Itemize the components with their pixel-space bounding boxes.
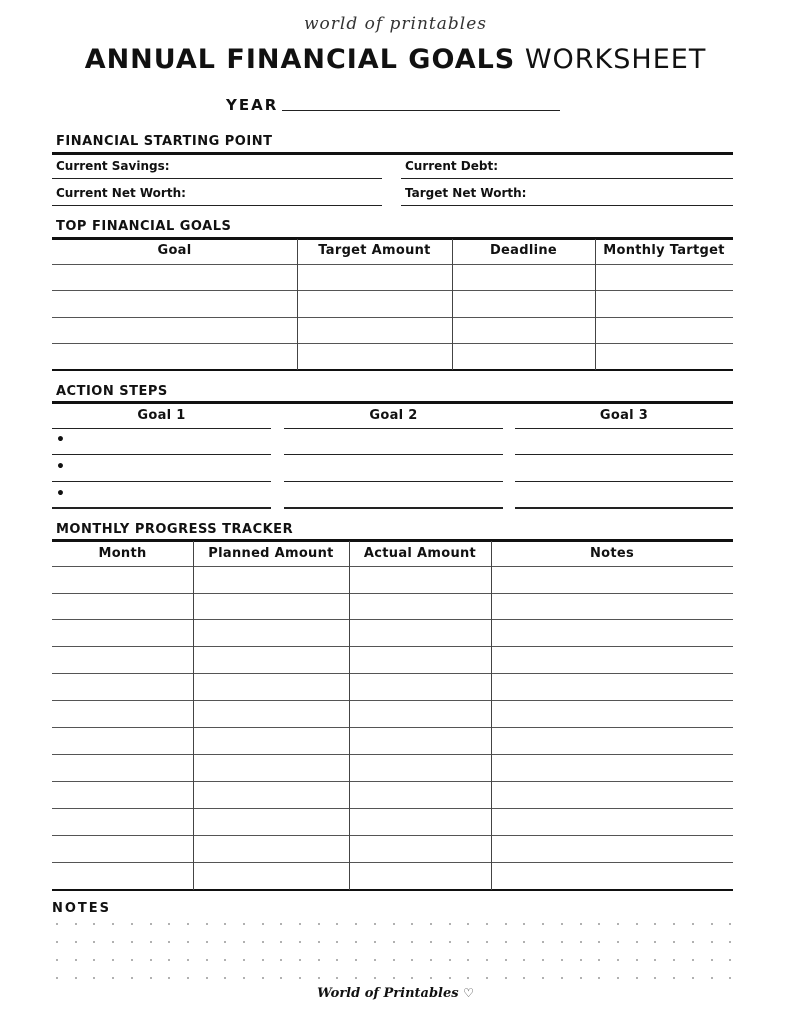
- heart-icon: ♡: [463, 986, 474, 1000]
- grid-dot: [467, 923, 469, 925]
- grid-dot: [280, 941, 282, 943]
- grid-dot: [318, 941, 320, 943]
- action-line: [515, 428, 733, 429]
- grid-dot: [206, 941, 208, 943]
- current-debt-line[interactable]: [401, 178, 733, 179]
- grid-dot: [430, 941, 432, 943]
- grid-dot: [318, 923, 320, 925]
- grid-dot: [355, 977, 357, 979]
- grid-dot: [131, 923, 133, 925]
- grid-dot: [75, 923, 77, 925]
- grid-dot: [580, 959, 582, 961]
- grid-dot: [542, 977, 544, 979]
- action-line[interactable]: [52, 507, 271, 509]
- grid-dot: [411, 959, 413, 961]
- grid-dot: [580, 941, 582, 943]
- grid-dot: [580, 923, 582, 925]
- grid-dot: [187, 923, 189, 925]
- grid-dot: [187, 977, 189, 979]
- grid-dot: [318, 977, 320, 979]
- grid-dot: [598, 923, 600, 925]
- grid-dot: [187, 959, 189, 961]
- bullet-icon: •: [56, 486, 65, 502]
- target-net-worth-label: Target Net Worth:: [405, 186, 527, 200]
- grid-dot: [168, 959, 170, 961]
- grid-dot: [299, 959, 301, 961]
- column-divider: [349, 541, 350, 890]
- grid-dot: [523, 923, 525, 925]
- bullet-icon: •: [56, 432, 65, 448]
- current-net-worth-label: Current Net Worth:: [56, 186, 186, 200]
- grid-dot: [224, 977, 226, 979]
- goals-header-deadline: Deadline: [489, 243, 558, 258]
- grid-dot: [336, 941, 338, 943]
- grid-dot: [131, 941, 133, 943]
- grid-dot: [355, 923, 357, 925]
- grid-dot: [636, 959, 638, 961]
- grid-dot: [692, 959, 694, 961]
- grid-dot: [299, 977, 301, 979]
- column-divider: [452, 239, 453, 370]
- grid-dot: [150, 941, 152, 943]
- column-divider: [193, 541, 194, 890]
- grid-dot: [561, 923, 563, 925]
- grid-dot: [56, 959, 58, 961]
- grid-dot: [711, 977, 713, 979]
- grid-dot: [636, 923, 638, 925]
- title-light: WORKSHEET: [524, 44, 707, 75]
- target-net-worth-line[interactable]: [401, 205, 733, 206]
- grid-dot: [561, 941, 563, 943]
- grid-dot: [449, 977, 451, 979]
- tracker-header-month: Month: [98, 546, 147, 561]
- grid-dot: [206, 923, 208, 925]
- grid-dot: [374, 959, 376, 961]
- grid-dot: [75, 959, 77, 961]
- action-line[interactable]: [515, 507, 733, 509]
- grid-dot: [262, 941, 264, 943]
- grid-dot: [262, 923, 264, 925]
- brand-name: World of Printables: [317, 986, 459, 1001]
- table-row-line[interactable]: [52, 317, 733, 318]
- section-rule: [52, 152, 733, 155]
- section-title-tracker: MONTHLY PROGRESS TRACKER: [56, 522, 294, 537]
- grid-dot: [729, 959, 731, 961]
- grid-dot: [318, 959, 320, 961]
- grid-dot: [542, 959, 544, 961]
- grid-dot: [206, 959, 208, 961]
- grid-dot: [598, 959, 600, 961]
- grid-dot: [206, 977, 208, 979]
- column-divider: [297, 239, 298, 370]
- grid-dot: [523, 941, 525, 943]
- grid-dot: [280, 923, 282, 925]
- grid-dot: [673, 977, 675, 979]
- grid-dot: [75, 941, 77, 943]
- grid-dot: [523, 977, 525, 979]
- tracker-row-line[interactable]: [52, 781, 733, 782]
- grid-dot: [299, 941, 301, 943]
- table-row-line: [52, 264, 733, 265]
- grid-dot: [542, 941, 544, 943]
- grid-dot: [449, 959, 451, 961]
- action-line[interactable]: [52, 481, 271, 482]
- grid-dot: [523, 959, 525, 961]
- grid-dot: [93, 923, 95, 925]
- grid-dot: [673, 923, 675, 925]
- grid-dot: [617, 959, 619, 961]
- grid-dot: [729, 977, 731, 979]
- tracker-row-line[interactable]: [52, 700, 733, 701]
- grid-dot: [505, 923, 507, 925]
- year-label: YEAR: [226, 96, 279, 114]
- grid-dot: [336, 977, 338, 979]
- grid-dot: [673, 959, 675, 961]
- grid-dot: [112, 923, 114, 925]
- section-rule: [52, 539, 733, 542]
- grid-dot: [75, 977, 77, 979]
- grid-dot: [580, 977, 582, 979]
- grid-dot: [355, 941, 357, 943]
- action-line[interactable]: [515, 481, 733, 482]
- grid-dot: [729, 923, 731, 925]
- grid-dot: [187, 941, 189, 943]
- tracker-row-line[interactable]: [52, 593, 733, 594]
- brand-logo-bottom: [0, 986, 791, 1001]
- year-input-line[interactable]: [282, 110, 560, 111]
- current-debt-label: Current Debt:: [405, 159, 499, 173]
- tracker-row-line[interactable]: [52, 646, 733, 647]
- grid-dot: [617, 977, 619, 979]
- tracker-row-line[interactable]: [52, 835, 733, 836]
- grid-dot: [299, 923, 301, 925]
- current-savings-line[interactable]: [52, 178, 382, 179]
- grid-dot: [636, 941, 638, 943]
- grid-dot: [262, 977, 264, 979]
- tracker-row-line[interactable]: [52, 619, 733, 620]
- grid-dot: [636, 977, 638, 979]
- grid-dot: [131, 977, 133, 979]
- grid-dot: [617, 941, 619, 943]
- grid-dot: [280, 959, 282, 961]
- table-bottom-rule: [52, 369, 733, 371]
- grid-dot: [393, 941, 395, 943]
- grid-dot: [505, 959, 507, 961]
- grid-dot: [93, 977, 95, 979]
- title-bold: ANNUAL FINANCIAL GOALS: [84, 44, 516, 75]
- action-line[interactable]: [515, 454, 733, 455]
- grid-dot: [93, 959, 95, 961]
- grid-dot: [542, 923, 544, 925]
- tracker-row-line[interactable]: [52, 862, 733, 863]
- grid-dot: [243, 941, 245, 943]
- grid-dot: [486, 941, 488, 943]
- tracker-row-line[interactable]: [52, 727, 733, 728]
- grid-dot: [112, 941, 114, 943]
- grid-dot: [449, 941, 451, 943]
- current-net-worth-line[interactable]: [52, 205, 382, 206]
- grid-dot: [131, 959, 133, 961]
- bullet-icon: •: [56, 459, 65, 475]
- grid-dot: [711, 923, 713, 925]
- grid-dot: [150, 959, 152, 961]
- grid-dot: [243, 959, 245, 961]
- section-rule: [52, 401, 733, 404]
- grid-dot: [393, 959, 395, 961]
- grid-dot: [654, 941, 656, 943]
- grid-dot: [355, 959, 357, 961]
- grid-dot: [654, 923, 656, 925]
- grid-dot: [673, 941, 675, 943]
- grid-dot: [168, 977, 170, 979]
- grid-dot: [692, 977, 694, 979]
- grid-dot: [56, 923, 58, 925]
- tracker-header-notes: Notes: [589, 546, 635, 561]
- grid-dot: [467, 977, 469, 979]
- grid-dot: [224, 923, 226, 925]
- grid-dot: [336, 923, 338, 925]
- tracker-row-line: [52, 566, 733, 567]
- grid-dot: [393, 977, 395, 979]
- page-title: [0, 44, 791, 75]
- grid-dot: [711, 941, 713, 943]
- tracker-row-line[interactable]: [52, 754, 733, 755]
- goals-header-target-amount: Target Amount: [318, 243, 431, 258]
- tracker-row-line[interactable]: [52, 673, 733, 674]
- grid-dot: [56, 977, 58, 979]
- grid-dot: [486, 977, 488, 979]
- action-line[interactable]: [284, 454, 503, 455]
- grid-dot: [150, 923, 152, 925]
- grid-dot: [411, 941, 413, 943]
- grid-dot: [112, 977, 114, 979]
- table-row-line[interactable]: [52, 343, 733, 344]
- current-savings-label: Current Savings:: [56, 159, 170, 173]
- grid-dot: [505, 941, 507, 943]
- grid-dot: [692, 941, 694, 943]
- tracker-header-planned-amount: Planned Amount: [208, 546, 334, 561]
- grid-dot: [729, 941, 731, 943]
- column-divider: [595, 239, 596, 370]
- action-line[interactable]: [284, 481, 503, 482]
- grid-dot: [168, 941, 170, 943]
- grid-dot: [243, 977, 245, 979]
- action-header-goal-1: Goal 1: [137, 408, 186, 423]
- grid-dot: [430, 923, 432, 925]
- grid-dot: [224, 941, 226, 943]
- grid-dot: [374, 941, 376, 943]
- grid-dot: [692, 923, 694, 925]
- grid-dot: [561, 977, 563, 979]
- grid-dot: [411, 923, 413, 925]
- grid-dot: [393, 923, 395, 925]
- action-line[interactable]: [52, 454, 271, 455]
- grid-dot: [598, 941, 600, 943]
- tracker-bottom-rule: [52, 889, 733, 891]
- tracker-row-line[interactable]: [52, 808, 733, 809]
- grid-dot: [56, 941, 58, 943]
- grid-dot: [93, 941, 95, 943]
- brand-script-top: world of printables: [303, 14, 488, 34]
- grid-dot: [486, 923, 488, 925]
- grid-dot: [243, 923, 245, 925]
- grid-dot: [430, 959, 432, 961]
- grid-dot: [467, 941, 469, 943]
- action-line: [284, 428, 503, 429]
- grid-dot: [467, 959, 469, 961]
- section-title-action-steps: ACTION STEPS: [56, 384, 168, 399]
- goals-header-goal: Goal: [157, 243, 192, 258]
- grid-dot: [112, 959, 114, 961]
- grid-dot: [561, 959, 563, 961]
- grid-dot: [711, 959, 713, 961]
- grid-dot: [654, 959, 656, 961]
- grid-dot: [598, 977, 600, 979]
- action-line[interactable]: [284, 507, 503, 509]
- action-header-goal-3: Goal 3: [599, 408, 649, 423]
- grid-dot: [336, 959, 338, 961]
- grid-dot: [280, 977, 282, 979]
- grid-dot: [505, 977, 507, 979]
- grid-dot: [411, 977, 413, 979]
- table-row-line[interactable]: [52, 290, 733, 291]
- grid-dot: [150, 977, 152, 979]
- grid-dot: [449, 923, 451, 925]
- action-line: [52, 428, 271, 429]
- section-rule: [52, 237, 733, 240]
- section-title-starting-point: FINANCIAL STARTING POINT: [56, 134, 273, 149]
- action-header-goal-2: Goal 2: [369, 408, 418, 423]
- column-divider: [491, 541, 492, 890]
- tracker-header-actual-amount: Actual Amount: [363, 546, 477, 561]
- grid-dot: [224, 959, 226, 961]
- grid-dot: [430, 977, 432, 979]
- grid-dot: [486, 959, 488, 961]
- grid-dot: [374, 977, 376, 979]
- grid-dot: [617, 923, 619, 925]
- section-title-top-goals: TOP FINANCIAL GOALS: [56, 219, 232, 234]
- grid-dot: [654, 977, 656, 979]
- section-title-notes: NOTES: [52, 901, 112, 916]
- goals-header-monthly-target: Monthly Tartget: [603, 243, 725, 258]
- grid-dot: [374, 923, 376, 925]
- grid-dot: [168, 923, 170, 925]
- grid-dot: [262, 959, 264, 961]
